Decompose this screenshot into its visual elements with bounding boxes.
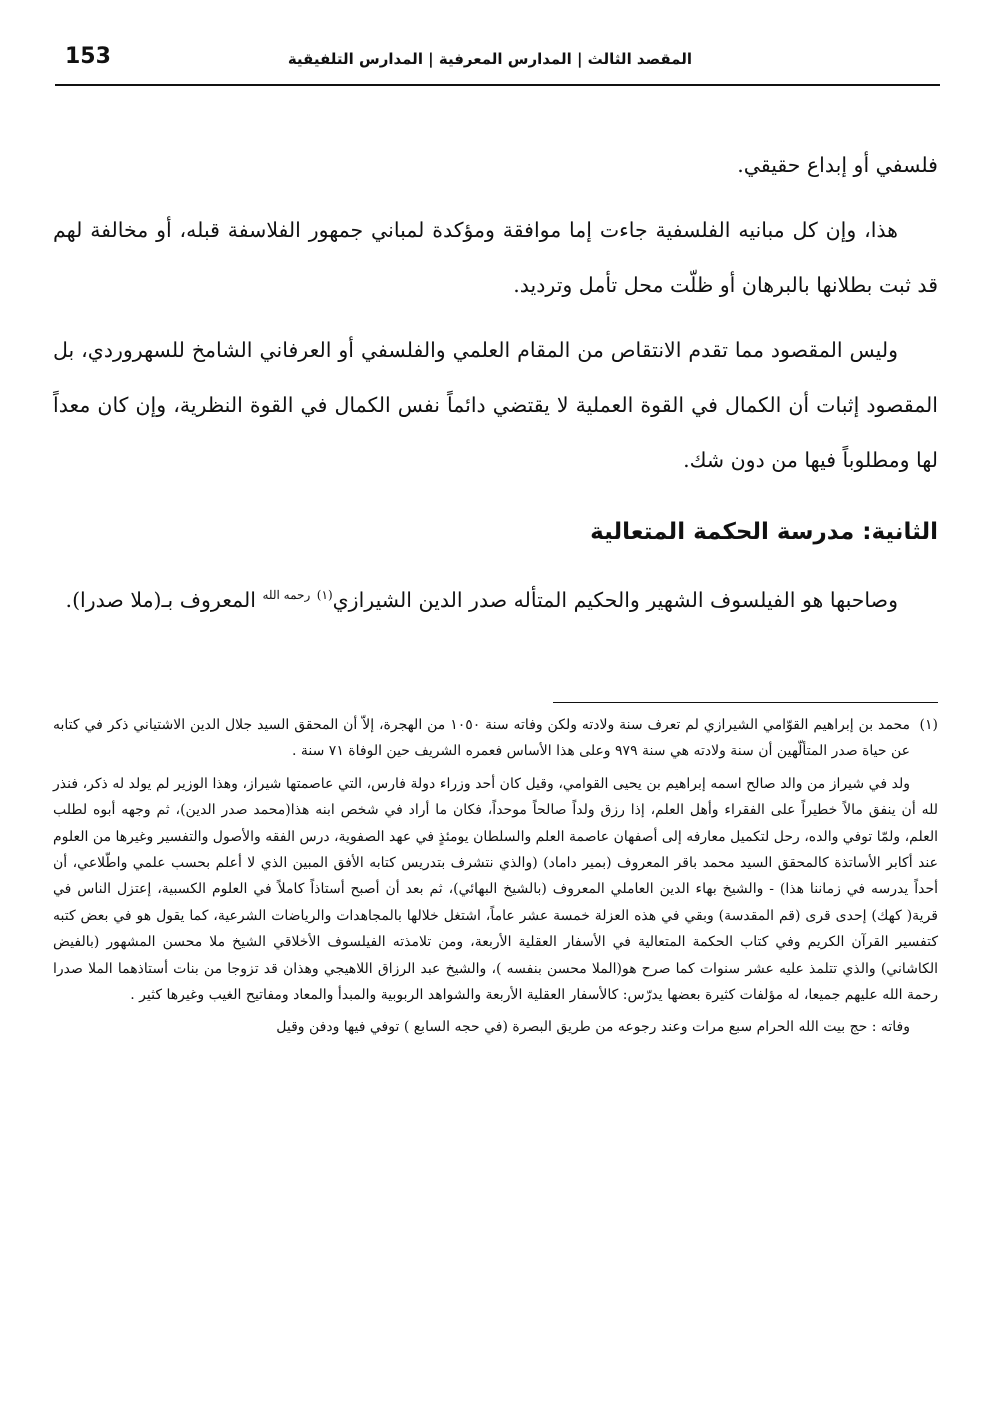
page-number: 153 bbox=[65, 44, 111, 69]
footnote-paragraph-biography: ولد في شيراز من والد صالح اسمه إبراهيم بن يحيى القوامي، وقيل كان أحد وزراء دولة فارس، التي عاصمتها شيراز، وهذا الوزير لم يولد له ذكر، فنذر لله أن ينفق مالاً خطيراً على الفقراء وأهل العلم، إذا رزق ولداً صالحاً موحداً، فكان ما أراد في شخص ابنه هذا(محمد صدر الدين)، ثم وجهه أبوه لطلب العلم، ولمّا توفي والده، رحل لتكميل معارفه إلى أصفهان عاصمة العلم والسلطان يومئذٍ في عهد الصفوية، درس الفقه والأصول والتفسير وغيرها من العلوم عند أكابر الأساتذة كالمحقق السيد محمد باقر المعروف (بمير داماد) (والذي نتشرف بتدريس كتابه الأفق المبين الذي لا أعلم بحسب علمي واطّلاعي، أن أحداً يدرسه في زماننا هذا) - والشيخ بهاء الدين العاملي المعروف (بالشيخ البهائي)، ثم بعد أن أصبح أستاذاً كاملاً في العلوم الكسبية، إعتزل الناس في قرية( كهك) إحدى قرى (قم المقدسة) وبقي في هذه العزلة خمسة عشر عاماً، اشتغل خلالها بالمجاهدات والرياضات الشرعية، كما يقول هو في بعض كتبه كتفسير القرآن الكريم وفي كتاب الحكمة المتعالية في الأسفار العقلية الأربعة، ومن تلامذته الفيلسوف الأخلاقي الشيخ ملا محسن المشهور (بالفيض الكاشاني) والذي تتلمذ عليه عشر سنوات كما صرح هو(الملا محسن بنفسه )، والشيخ عبد الرزاق اللاهيجي وهذان قد تزوجا من بنات أستاذهما الملا صدرا رحمة الله عليهم جميعا، له مؤلفات كثيرة بعضها يدرّس: كالأسفار العقلية الأربعة والشواهد الربوبية والمبدأ والمعاد ومفاتيح الغيب وغيرها كثير . bbox=[53, 775, 938, 1004]
footnote-1-text: محمد بن إبراهيم القوّامي الشيرازي لم تعرف سنة ولادته ولكن وفاته سنة ١٠٥٠ من الهجرة، إلاّ أن المحقق السيد جلال الدين الاشتياني ذكر في كتابه عن حياة صدر المتألّهين أن سنة ولادته هي سنة ٩٧٩ وعلى هذا الأساس فعمره الشريف حين الوفاة ٧١ سنة . bbox=[53, 717, 910, 760]
page-header bbox=[55, 40, 940, 84]
footnote-number: (١) bbox=[919, 717, 938, 733]
footnote-separator bbox=[553, 702, 938, 703]
honorific-mark: رحمه الله bbox=[262, 588, 311, 602]
footnote-reference: (١) bbox=[316, 588, 333, 602]
footnotes bbox=[53, 712, 938, 1041]
running-title: المقصد الثالث | المدارس المعرفية | المدارس التلفيقية bbox=[287, 50, 692, 68]
section-text-end: المعروف بـ(ملا صدرا). bbox=[65, 587, 256, 612]
paragraph-2: هذا، وإن كل مبانيه الفلسفية جاءت إما موافقة ومؤكدة لمباني جمهور الفلاسفة قبله، أو مخالفة لهم قد ثبت بطلانها بالبرهان أو ظلّت محل تأمل وترديد. bbox=[53, 218, 938, 297]
section-heading: الثانية: مدرسة الحكمة المتعالية bbox=[590, 519, 938, 545]
section-paragraph bbox=[53, 568, 938, 628]
main-text bbox=[53, 138, 938, 488]
section-body bbox=[53, 568, 938, 628]
paragraph-3: وليس المقصود مما تقدم الانتقاص من المقام العلمي والفلسفي أو العرفاني الشامخ للسهروردي، بل المقصود إثبات أن الكمال في القوة العملية لا يقتضي دائماً نفس الكمال في القوة النظرية، وإن كان معداً لها ومطلوباً فيها من دون شك. bbox=[53, 338, 938, 472]
footnote-1 bbox=[53, 712, 938, 765]
header-rule bbox=[55, 84, 940, 86]
section-text-start: وصاحبها هو الفيلسوف الشهير والحكيم المتأله صدر الدين الشيرازي bbox=[332, 587, 898, 612]
footnote-paragraph-death: وفاته : حج بيت الله الحرام سبع مرات وعند رجوعه من طريق البصرة (في حجه السابع ) توفي فيها ودفن وقيل bbox=[276, 1019, 910, 1036]
paragraph-1: فلسفي أو إبداع حقيقي. bbox=[737, 153, 938, 177]
